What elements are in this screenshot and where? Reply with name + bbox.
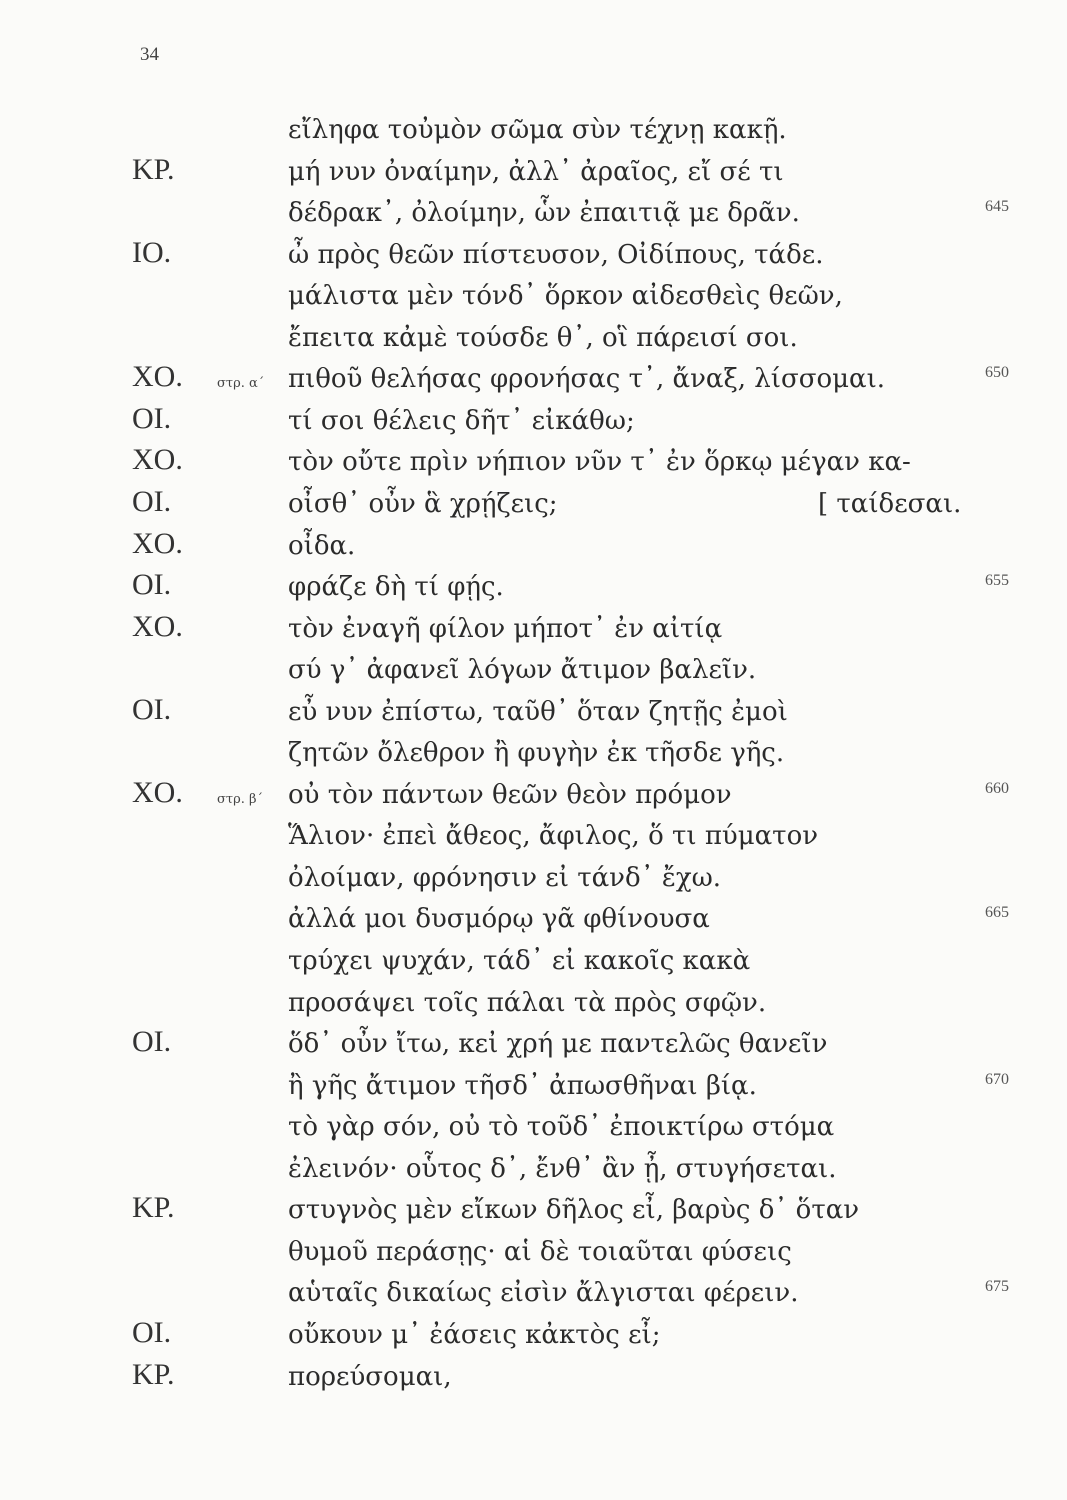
verse-text: ἀλλά μοι δυσμόρῳ γᾶ φθίνουσα: [288, 904, 710, 935]
speaker-label: ΧΟ.: [132, 526, 183, 560]
verse-text: ὦ πρὸς θεῶν πίστευσον, Οἰδίπους, τάδε.: [288, 239, 824, 270]
verse-text: εὖ νυν ἐπίστω, ταῦθ᾽ ὅταν ζητῇς ἐμοὶ: [288, 696, 788, 727]
verse-line: [0, 1023, 1067, 1059]
verse-text: τὸν ἐναγῆ φίλον μήποτ᾽ ἐν αἰτίᾳ: [288, 613, 723, 644]
verse-text: τὸν οὔτε πρὶν νήπιον νῦν τ᾽ ἐν ὅρκῳ μέγαν κα-: [288, 447, 911, 478]
verse-text: ὀλοίμαν, φρόνησιν εἰ τάνδ᾽ ἔχω.: [288, 862, 722, 893]
verse-text: θυμοῦ περάσῃς· αἱ δὲ τοιαῦται φύσεις: [288, 1236, 792, 1267]
verse-text: σύ γ᾽ ἀφανεῖ λόγων ἄτιμον βαλεῖν.: [288, 655, 757, 686]
verse-line: [0, 441, 1067, 477]
line-number: 645: [985, 198, 1009, 216]
speaker-label: ΟΙ.: [132, 692, 172, 726]
verse-text: ἔπειτα κἀμὲ τούσδε θ᾽, οἳ πάρεισί σοι.: [288, 322, 798, 353]
verse-text: πιθοῦ θελήσας φρονήσας τ᾽, ἄναξ, λίσσομαι.: [288, 364, 886, 395]
verse-line: [0, 857, 1067, 893]
verse-line: [0, 525, 1067, 561]
speaker-label: ΙΟ.: [132, 235, 172, 269]
verse-text: εἴληφα τοὐμὸν σῶμα σὺν τέχνῃ κακῇ.: [288, 115, 787, 145]
verse-text: στυγνὸς μὲν εἴκων δῆλος εἶ, βαρὺς δ᾽ ὅταν: [288, 1195, 860, 1226]
verse-line: [0, 732, 1067, 768]
speaker-label: ΧΟ.: [132, 360, 183, 394]
line-number: 655: [985, 572, 1009, 590]
speaker-label: ΚΡ.: [132, 1357, 175, 1391]
verse-line: [0, 1314, 1067, 1350]
verse-text: μάλιστα μὲν τόνδ᾽ ὅρκον αἰδεσθεὶς θεῶν,: [288, 281, 843, 312]
speaker-label: ΚΡ.: [132, 152, 175, 186]
verse-line: [0, 898, 1067, 934]
verse-line: [0, 1189, 1067, 1225]
verse-line: [0, 566, 1067, 602]
verse-line: [0, 1231, 1067, 1267]
speaker-label: ΟΙ.: [132, 401, 172, 435]
verse-line: [0, 815, 1067, 851]
verse-line: [0, 317, 1067, 353]
speaker-label: ΚΡ.: [132, 1191, 175, 1225]
strophe-marker: στρ. β´: [217, 791, 263, 807]
verse-line: [0, 608, 1067, 644]
line-number: 670: [985, 1070, 1009, 1088]
verse-text: μή νυν ὀναίμην, ἀλλ᾽ ἀραῖος, εἴ σέ τι: [288, 156, 784, 187]
verse-text: οἶδα.: [288, 530, 356, 561]
speaker-label: ΟΙ.: [132, 568, 172, 602]
line-number: 660: [985, 779, 1009, 797]
verse-line: [0, 192, 1067, 228]
speaker-label: ΧΟ.: [132, 609, 183, 643]
line-number: 675: [985, 1278, 1009, 1296]
verse-line: [0, 1148, 1067, 1184]
strophe-marker: στρ. α´: [217, 376, 265, 392]
verse-continuation: [ ταίδεσαι.: [818, 488, 962, 519]
verse-line: [0, 1356, 1067, 1392]
verse-text: τρύχει ψυχάν, τάδ᾽ εἰ κακοῖς κακὰ: [288, 946, 751, 976]
verse-line: [0, 649, 1067, 685]
verse-text: τί σοι θέλεις δῆτ᾽ εἰκάθω;: [288, 405, 635, 436]
line-number: 650: [985, 364, 1009, 382]
speaker-label: ΧΟ.: [132, 775, 183, 809]
verse-line: [0, 774, 1067, 810]
verse-line: [0, 691, 1067, 727]
verse-line: [0, 1065, 1067, 1101]
speaker-label: ΟΙ.: [132, 484, 172, 518]
verse-text: φράζε δὴ τί φῄς.: [288, 572, 504, 603]
speaker-label: ΟΙ.: [132, 1025, 172, 1059]
verse-line: [0, 483, 1067, 519]
verse-text: ζητῶν ὄλεθρον ἢ φυγὴν ἐκ τῆσδε γῆς.: [288, 738, 785, 769]
verse-line: [0, 982, 1067, 1018]
verse-text: ἢ γῆς ἄτιμον τῆσδ᾽ ἀπωσθῆναι βίᾳ.: [288, 1070, 757, 1101]
page-number: 34: [140, 44, 159, 65]
verse-text: πορεύσομαι,: [288, 1361, 452, 1392]
speaker-label: ΧΟ.: [132, 443, 183, 477]
verse-line: [0, 358, 1067, 394]
verse-line: [0, 400, 1067, 436]
verse-line: [0, 275, 1067, 311]
verse-line: [0, 940, 1067, 976]
verse-line: [0, 109, 1067, 145]
verse-text: ὅδ᾽ οὖν ἴτω, κεἰ χρή με παντελῶς θανεῖν: [288, 1029, 828, 1060]
verse-line: [0, 1106, 1067, 1142]
verse-text: τὸ γὰρ σόν, οὐ τὸ τοῦδ᾽ ἐποικτίρω στόμα: [288, 1112, 835, 1143]
verse-line: [0, 151, 1067, 187]
verse-text: οἶσθ᾽ οὖν ἃ χρῄζεις;: [288, 488, 558, 519]
verse-text: οὔκουν μ᾽ ἐάσεις κἀκτὸς εἶ;: [288, 1319, 661, 1350]
verse-text: αὑταῖς δικαίως εἰσὶν ἄλγισται φέρειν.: [288, 1278, 799, 1309]
verse-text: ἐλεινόν· οὗτος δ᾽, ἔνθ᾽ ἂν ᾖ, στυγήσεται.: [288, 1153, 837, 1184]
verse-text: οὐ τὸν πάντων θεῶν θεὸν πρόμον: [288, 779, 732, 810]
verse-text: δέδρακ᾽, ὀλοίμην, ὧν ἐπαιτιᾷ με δρᾶν.: [288, 198, 800, 229]
verse-text: προσάψει τοῖς πάλαι τὰ πρὸς σφῷν.: [288, 987, 767, 1018]
verse-line: [0, 234, 1067, 270]
line-number: 665: [985, 904, 1009, 922]
verse-text: Ἅλιον· ἐπεὶ ἄθεος, ἄφιλος, ὅ τι πύματον: [288, 821, 819, 852]
verse-line: [0, 1272, 1067, 1308]
speaker-label: ΟΙ.: [132, 1315, 172, 1349]
